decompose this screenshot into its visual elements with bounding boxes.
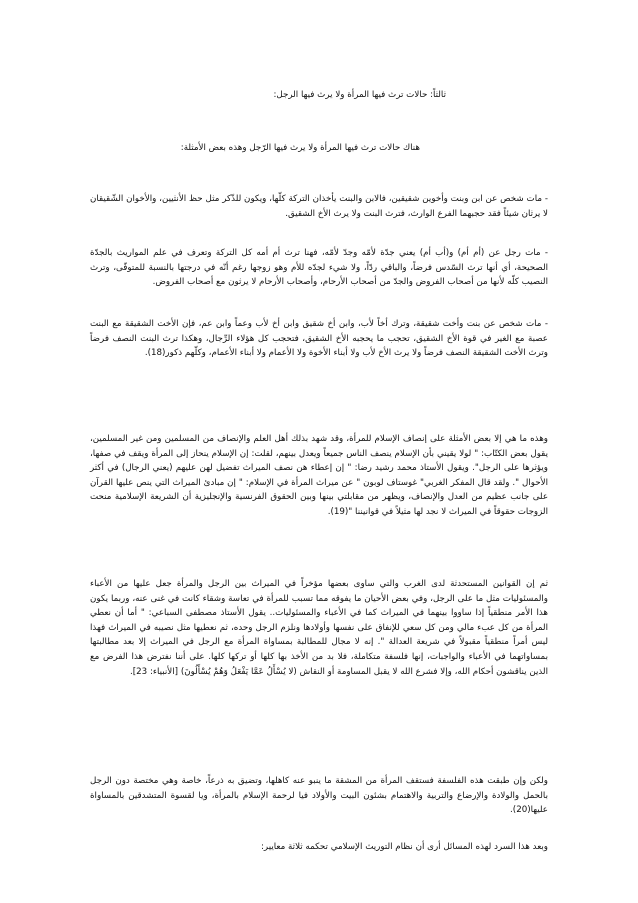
final-line: [90, 840, 548, 855]
intro-paragraph: [90, 141, 420, 156]
intro-text: هناك حالات ترث فيها المرأة ولا يرث فيها الرّجل وهذه بعض الأمثلة:: [180, 143, 420, 153]
testimonies-paragraph: [90, 432, 548, 520]
example-case-1-text: - مات شخص عن ابن وبنت وأخوين شقيقين، فالابن والبنت يأخذان التركة كلّها، ويكون للذّكر مثل حظ الأنثيين، والأخوان الشّقيقان لا يرثان شيئاً فقد حجبهما الفرع الوارث، فترث البنت ولا يرث الأخ الشقيق.: [90, 194, 548, 219]
closing-text: ولكن وإن طبقت هذه الفلسفة فستقف المرأة من المشقة ما ينبو عنه كاهلها، وتضيق به ذرعاً، خاصة وهي مختصة دون الرجل بالحمل والولادة والإرضاع والتربية والاهتمام بشئون البيت والأولاد فيا لرحمة الإسلام بالمرأة، ويا لقسوة المتشدقين بالمساواة عليها(20).: [90, 776, 548, 816]
example-case-2-text: - مات رجل عن (أم أم) و(أب أم) يعني جدّة لأمّه وجدّ لأمّه، فهنا ترث أم أمه كل التركة وتعرف في علم المواريث بالجدّة الصحيحة، أي أنها ترث السّدس فرضاً، والباقي ردّاً، ولا شيء لجدّه للأم وهو زوجها رغم أنّه في درجتها بالنسبة للمتوفّى، وترث النصيب كلّه لأنها من أصحاب الفروض والجدّ من أصحاب الأرحام، وأصحاب الأرحام لا يرثون مع أصحاب الفروض.: [90, 248, 548, 288]
example-case-3: [90, 317, 548, 361]
testimonies-text: وهذه ما هي إلا بعض الأمثلة على إنصاف الإسلام للمرأة، وقد شهد بذلك أهل العلم والإنصاف من المسلمين ومن غير المسلمين، يقول بعض الكتّاب: " لولا يقيني بأن الإسلام ينصف الناس جميعاً ويعدل بينهم، لقلت: إن الإسلام ينحاز إلى المرأة ويقف في صفها، ويؤثرها على الرجل". ويقول الأستاذ محمد رشيد رضا: " إن إعطاء هن نصف الميراث تفضيل لهن عليهم (يعني الرجال) في أكثر الأحوال ". ولقد قال المفكر الغربي" غوستاف لوبون " عن ميراث المرأة في الإسلام: " إن مبادئ الميراث التي ينص عليها القرآن على جانب عظيم من العدل والإنصاف، ويظهر من مقابلتي بينها وبين الحقوق الفرنسية والإنجليزية أن الشريعة الإسلامية منحت الزوجات حقوقاً في الميراث لا نجد لها مثيلاً في قوانيننا "(19).: [90, 434, 548, 517]
example-case-1: [90, 192, 548, 221]
modern-laws-paragraph: [90, 577, 548, 679]
example-case-3-text: - مات شخص عن بنت وأخت شقيقة، وترك أخاً لأب، وابن أخ شقيق وابن أخ لأب وعماً وابن عم، فإن الأخت الشقيقة مع البنت عصبة مع الغير في قوة الأخ الشقيق، تحجب ما يحجبه الأخ الشقيق، فتحجب كل هؤلاء الرِّجال، وهكذا ترث البنت النصف فرضاً وترث الأخت الشقيقة النصف فرضاً ولا يرث الأخ لأب ولا أبناء الأخوة ولا الأعمام ولا أبناء الأعمام، وكلّهم ذكور(18).: [90, 319, 548, 359]
final-line-text: وبعد هذا السرد لهذه المسائل أرى أن نظام التوريث الإسلامي تحكمه ثلاثة معايير:: [260, 842, 548, 852]
section-heading-text: ثالثاً: حالات ترث فيها المرأة ولا يرث فيها الرجل:: [273, 90, 446, 100]
example-case-2: [90, 246, 548, 290]
modern-laws-text: ثم إن القوانين المستحدثة لدى الغرب والتي ساوى بعضها مؤخراً في الميراث بين الرجل والمرأة جعل عليها من الأعباء والمسئوليات مثل ما على الرجل، وفي بعض الأحيان ما يفوقه مما تسبب للمرأة في تعاسة وشقاء كانت في غنى عنه، وربما يكون هذا الأمر منطقياً إذا ساووا بينهما في الميراث كما في الأعباء والمسئوليات.. يقول الأستاذ مصطفى السباعي: " أما أن نعطي المرأة من كل عبء مالي ومن كل سعي للإنفاق على نفسها وأولادها ونلزم الرجل وحده، ثم نعطيها مثل نصيبه في الميراث فهذا ليس أمراً منطقياً مقبولاً في شريعة العدالة ". إنه لا مجال للمطالبة بمساواة المرأة مع الرجل في الميراث إلا بعد مطالبتها بمساواتهما في الأعباء والواجبات، إنها فلسفة متكاملة، فلا بد من الأخذ بها كلها أو تركها كلها. على أننا نفترض هذا الفرض مع الذين يناقشون أحكام الله، وإلا فشرع الله لا يقبل المساومة أو النقاش (لا يُسْأَلُ عَمَّا يَفْعَلُ وَهُمْ يُسْأَلُونَ) [الأنبياء: 23].: [90, 579, 548, 677]
section-heading: [90, 88, 446, 103]
closing-paragraph: [90, 774, 548, 818]
